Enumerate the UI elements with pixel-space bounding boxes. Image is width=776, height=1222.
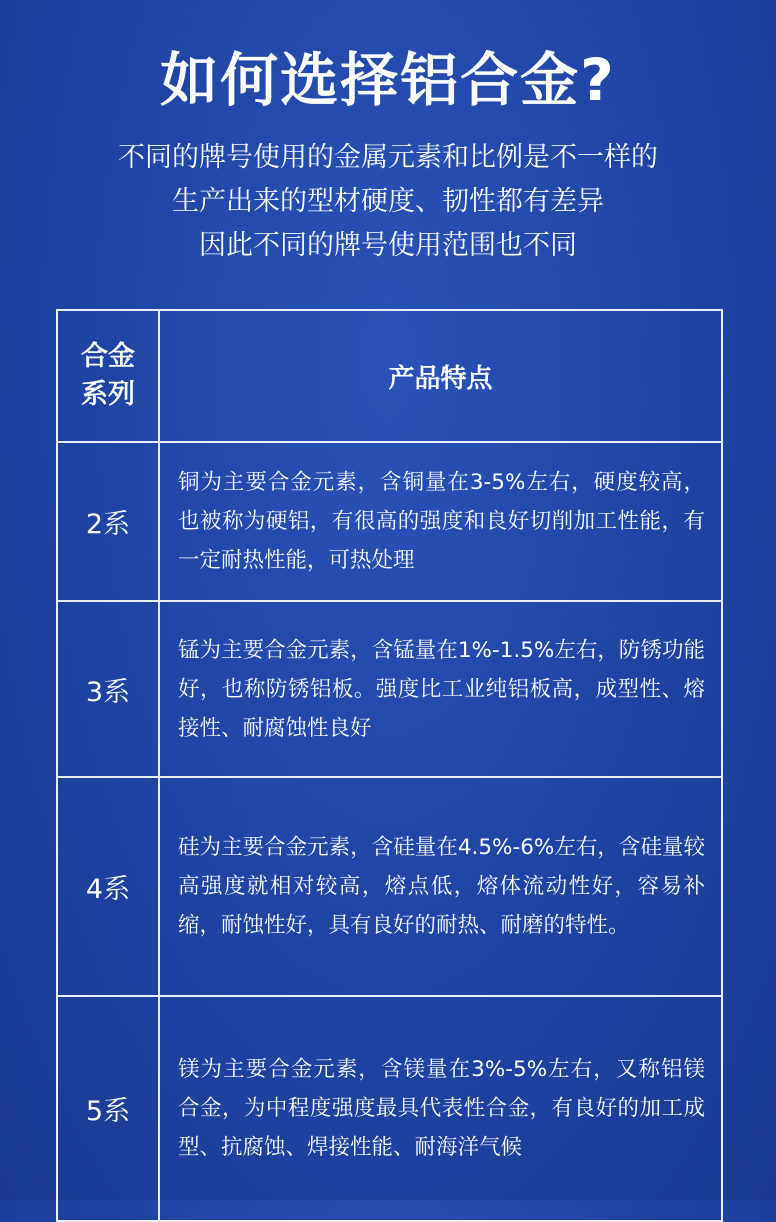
series-cell: 4系 bbox=[57, 777, 159, 996]
table-row bbox=[57, 777, 722, 996]
subtitle-line: 因此不同的牌号使用范围也不同 bbox=[199, 230, 577, 261]
series-cell: 3系 bbox=[57, 601, 159, 777]
subtitle bbox=[0, 136, 776, 268]
table-row bbox=[57, 442, 722, 601]
series-cell: 5系 bbox=[57, 996, 159, 1221]
table-row bbox=[57, 601, 722, 777]
series-cell: 2系 bbox=[57, 442, 159, 601]
header-series-line2: 系列 bbox=[81, 379, 135, 410]
page-title: 如何选择铝合金? bbox=[160, 46, 616, 114]
table-header-row bbox=[57, 310, 722, 442]
alloy-table bbox=[56, 309, 723, 1222]
description-cell: 镁为主要合金元素，含镁量在3%-5%左右，又称铝镁合金，为中程度强度最具代表性合金，有良好的加工成型、抗腐蚀、焊接性能、耐海洋气候 bbox=[159, 996, 722, 1221]
subtitle-line: 不同的牌号使用的金属元素和比例是不一样的 bbox=[118, 142, 658, 173]
header-series-line1: 合金 bbox=[81, 341, 135, 372]
description-cell: 铜为主要合金元素，含铜量在3-5%左右，硬度较高，也被称为硬铝，有很高的强度和良好切削加工性能，有一定耐热性能，可热处理 bbox=[159, 442, 722, 601]
header-features: 产品特点 bbox=[159, 310, 722, 442]
subtitle-line: 生产出来的型材硬度、韧性都有差异 bbox=[172, 186, 604, 217]
description-cell: 锰为主要合金元素，含锰量在1%-1.5%左右，防锈功能好，也称防锈铝板。强度比工业纯铝板高，成型性、熔接性、耐腐蚀性良好 bbox=[159, 601, 722, 777]
table-row bbox=[57, 996, 722, 1221]
header-series bbox=[57, 310, 159, 442]
description-cell: 硅为主要合金元素，含硅量在4.5%-6%左右，含硅量较高强度就相对较高，熔点低，熔体流动性好，容易补缩，耐蚀性好，具有良好的耐热、耐磨的特性。 bbox=[159, 777, 722, 996]
